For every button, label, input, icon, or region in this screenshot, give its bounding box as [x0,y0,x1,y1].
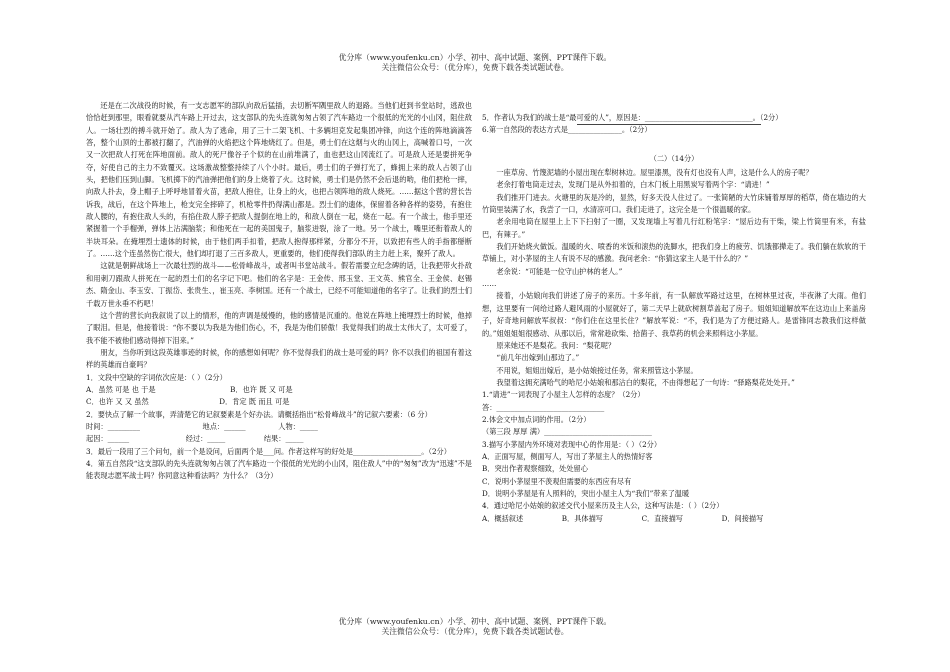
header-line-1: 优分库（www.youfenku.cn）小学、初中、高中试题、案例、PPT课件下载。 [338,53,612,62]
page-footer [0,617,950,637]
answer-r1: 答：______________________________ [482,402,605,412]
q2-result: 结果：_____ [263,434,304,444]
option-r3a: A．正面写屋，侧面写人，写出了茅屋主人的热情好客 [482,451,653,461]
question-2-row-1 [86,421,472,433]
option-1c: C．也许 又 又 虽然 [86,397,149,407]
right-column [482,112,866,525]
question-r2: 2.体会文中加点词的作用。（2分） [482,414,591,424]
story-paragraph-12: 我望着这拥充满哈气的哈尼小姑娘和那沾白的梨花，不由得想起了一句诗：“驿路梨花处处开。” [496,377,795,387]
passage-paragraph-2: 这就是朝鲜战场上一次最壮烈的战斗——松骨峰战斗，或者叫书堂站战斗。假若需要立纪念碑的话，让我把带火扑敌和用刺刀跟敌人拼死在一起的烈士们的名字记下吧。他们的名字是：王金传、邢玉堂、王文英、熊官全、王金侯、赵锡杰、隋金山、李玉安、丁振岱、张贵生、，崔玉亮、李树国。还有一个战士，已经不可能知道他的名字了。让我们的烈士们千载万世永垂不朽吧！ [86,261,472,308]
question-2: 2．要快点了解一个故事，弄清楚它的记叙要素是个好办法。请概括指出“松骨峰战斗”的记叙六要素：（6 分） [86,409,432,419]
story-paragraph-6: 老余说：“可能是一位守山护林的老人。” [496,266,623,276]
question-r2-sub: （第三段 厚厚 满）______________________________ [482,427,652,437]
option-r4b: B．具体描写 [561,513,603,523]
option-r4a: A．概括叙述 [482,513,524,523]
question-r1: 1.“请进”一词表现了小屋主人怎样的态度？（2分） [482,390,645,400]
left-column [86,100,472,483]
passage-paragraph-4: 朋友，当你听到这段英雄事迹的时候，你的感想如何呢？你不觉得我们的战士是可爱的吗？你不以我们的祖国有着这样的英雄而自豪吗？ [86,347,472,370]
q2-cause: 起因：______ [86,434,130,444]
story-paragraph-2: 老余打着电筒走过去，发现门是从外扣着的，白木门板上用黑炭写着两个字：“请进！” [496,180,770,190]
story-paragraph-1: 一座草房、竹篾泥墙的小屋出现在犁树林边。屋里漆黑，没有灯也没有人声，这是什么人的房子呢？ [496,168,813,178]
passage-paragraph-1: 还是在二次战役的时候，有一支志愿军的部队向敌后猛插，去切断军隅里敌人的退路。当他们赶到书堂站时，逃敌也恰恰赶到那里，眼看就要从汽车路上开过去，这支部队的先头连就匆匆占领了汽车路边一个很低的光光的小山冈，阻住敌人。一场壮烈的搏斗就开始了。敌人为了逃命，用了三十二架飞机、十多辆坦克发起集团冲锋，向这个连的阵地滴滴答答，整个山顶的土都被打翻了，汽油弹的火焰把这个阵地烧红了。但是，勇士们在这烟与火的山冈上，高喊着口号，一次又一次把敌人打死在阵地面前。敌人的死尸像谷子个似的在山前堆满了，血也把这山冈流红了。可是敌人还是要拼死争夺，好使自己的主力不致覆灭。这场激战整整持续了八个小时。最后，勇士们的子弹打光了，蜂拥上来的敌人占领了山头，把他们压到山脚。飞机掷下的汽油弹把他们的身上烧着了火。这时候，勇士们是仍然不会后退的哟，他们把枪一摔，向敌人扑去，身上帽子上呼呼地冒着火苗，把敌人抱住，让身上的火，也把占领阵地的敌人烧死。……据这个营的营长告诉我，战后，在这个阵地上，枪支完全摔碎了，机枪零件扔得满山都是。烈士们的遗体，保留着各种各样的姿势，有抱住敌人腰的，有抱住敌人头的，有掐住敌人脖子把敌人提倒在地上的，和敌人倒在一起，烧在一起。有一个战士，他手里还紧握着一个手榴弹，弹体上沾满脑浆；和他死在一起的美国鬼子，脑浆迸裂，涂了一地。另一个战士，嘴里还衔着敌人的半块耳朵。在掩埋烈士遗体的时候，由于他们两手扣着，把敌人抱得那样紧，分都分不开，以致把有些人的手指都掰断了。……这个连虽然伤亡很大，他们却打退了三百多敌人，更重要的，他们使得我们部队的主力赶上来，聚歼了敌人。 [86,101,472,259]
option-1a: A．虽然 可是 也 于是 [86,384,156,394]
option-r3d: D．说明小茅屋是有人照料的，突出小屋主人为“我们”带来了温暖 [482,488,690,498]
q2-process: 经过：_____ [185,434,226,444]
section-2-title: （二）（14分） [649,153,699,163]
passage-paragraph-3: 这个营的营长向我叙说了以上的情形，他的声调是缓慢的，他的感情是沉重的。他说在阵地上掩埋烈士的时候，他掉了眼泪。但是，他接着说：“你不要以为我是为他们伤心，不，我是为他们骄傲！我觉得我们的战士太伟大了，太可爱了，我不能不被他们感动得掉下泪来。” [86,310,472,345]
story-paragraph-3: 我们推开门进去。火塘里的灰是冷的，显然，好多天没人住过了。一张简陋的大竹床铺着厚厚的稻草，倚在墙边的大竹筒里装满了水，我尝了一口，水清凉可口。我们走进了，这完全是一个很温暖的家。 [482,192,866,215]
question-1-options-row-2 [86,396,472,408]
question-1-options-row-1 [86,384,472,396]
footer-line-2: 关注微信公众号：（优分库），免费下载各类试题试卷。 [381,627,569,636]
q2-place: 地点：______ [202,421,246,431]
footer-line-1: 优分库（www.youfenku.cn）小学、初中、高中试题、案例、PPT课件下载。 [338,617,612,626]
story-paragraph-8: 接着，小姑娘向我们讲述了房子的来历。十多年前，有一队解放军路过这里，在树林里过夜，半夜淋了大雨。他们想，这里要有一间给过路人避风雨的小屋就好了，第二天早上就砍树割草盖起了房子。姐姐知道解放军在这边山上来盖房子，好奇地问解放军叔叔：“你们住在这里长住？”解放军说：“不，我们是为了方便过路人。是雷锋同志教我们这样做的。”姐姐姐姐很感动、从那以后，常常趁砍柴、拾菌子、我草药的机会来照料这小茅屋。 [482,291,866,338]
story-paragraph-5: 我们开始烧火做饭。温暖的火、喷香的米饭和滚热的洗脚水，把我们身上的疲劳、饥饿都撵走了。我们躺在软软的干草铺上，对小茅屋的主人有说不尽的感激。我问老余：“你猜这家主人是干什么的？” [482,242,866,264]
page-header [0,53,950,73]
question-r4: 4．通过哈尼小姑娘的叙述交代小屋来历及主人公，这种写法是：（ ）（2分） [482,501,724,511]
header-line-2: 关注微信公众号：（优分库），免费下载各类试题试卷。 [381,63,569,72]
story-paragraph-11: 不用说，姐姐出嫁后，是小姑娘接过任务，常来照管这小茅屋。 [496,365,698,375]
question-5: 5．作者认为我们的战士是“最可爱的人”，原因是：______________________________。（2分） [482,113,783,122]
question-r4-options [482,513,866,525]
question-r3: 3.描写小茅屋内外环境对表现中心的作用是：（ ）（2分） [482,439,662,449]
story-paragraph-10: “前几年出嫁到山那边了。” [496,353,580,363]
option-1d: D．肯定 既 而且 可是 [219,397,290,407]
question-4: 4．第五自然段“这支部队的先头连就匆匆占领了汽车路边一个很低的光光的小山冈，阻住敌人”中的“匆匆”改为“迅速”不是能表现志愿军战士吗？你同意这种看法吗？为什么？（3分） [86,458,473,481]
option-r3b: B．突出作者观察细致，处处留心 [482,464,588,474]
q2-people: 人物：_____ [278,421,318,431]
story-ellipsis: …… [482,279,497,289]
option-r4c: C．直接描写 [641,513,683,523]
story-paragraph-4: 老余用电筒在屋里上上下下扫射了一圈，又发现墙上写着几行红粉笔字：“屋后边有干柴，梁上竹筒里有米，有盐巴，有辣子。” [482,217,866,239]
q2-time: 时间：_________ [86,421,140,431]
option-r3c: C．说明小茅屋里不羡观但需要的东西应有尽有 [482,476,632,486]
story-paragraph-9: 原来她还不是梨花。我问：“梨花呢？ [496,340,616,350]
option-r4d: D．间接描写 [721,513,764,523]
question-2-row-2 [86,433,472,445]
question-3: 3．最后一段用了三个问句，前一个是设问，后面两个是___问。作者这样写的好处是___________________。（2分） [86,446,451,456]
option-1b: B．也许 既 又 可是 [230,384,293,394]
question-6: 6.第一自然段的表达方式是_______________。（2分） [482,125,652,135]
question-1: 1．文段中空缺的字词依次应是：（ ）（2分） [86,372,227,382]
